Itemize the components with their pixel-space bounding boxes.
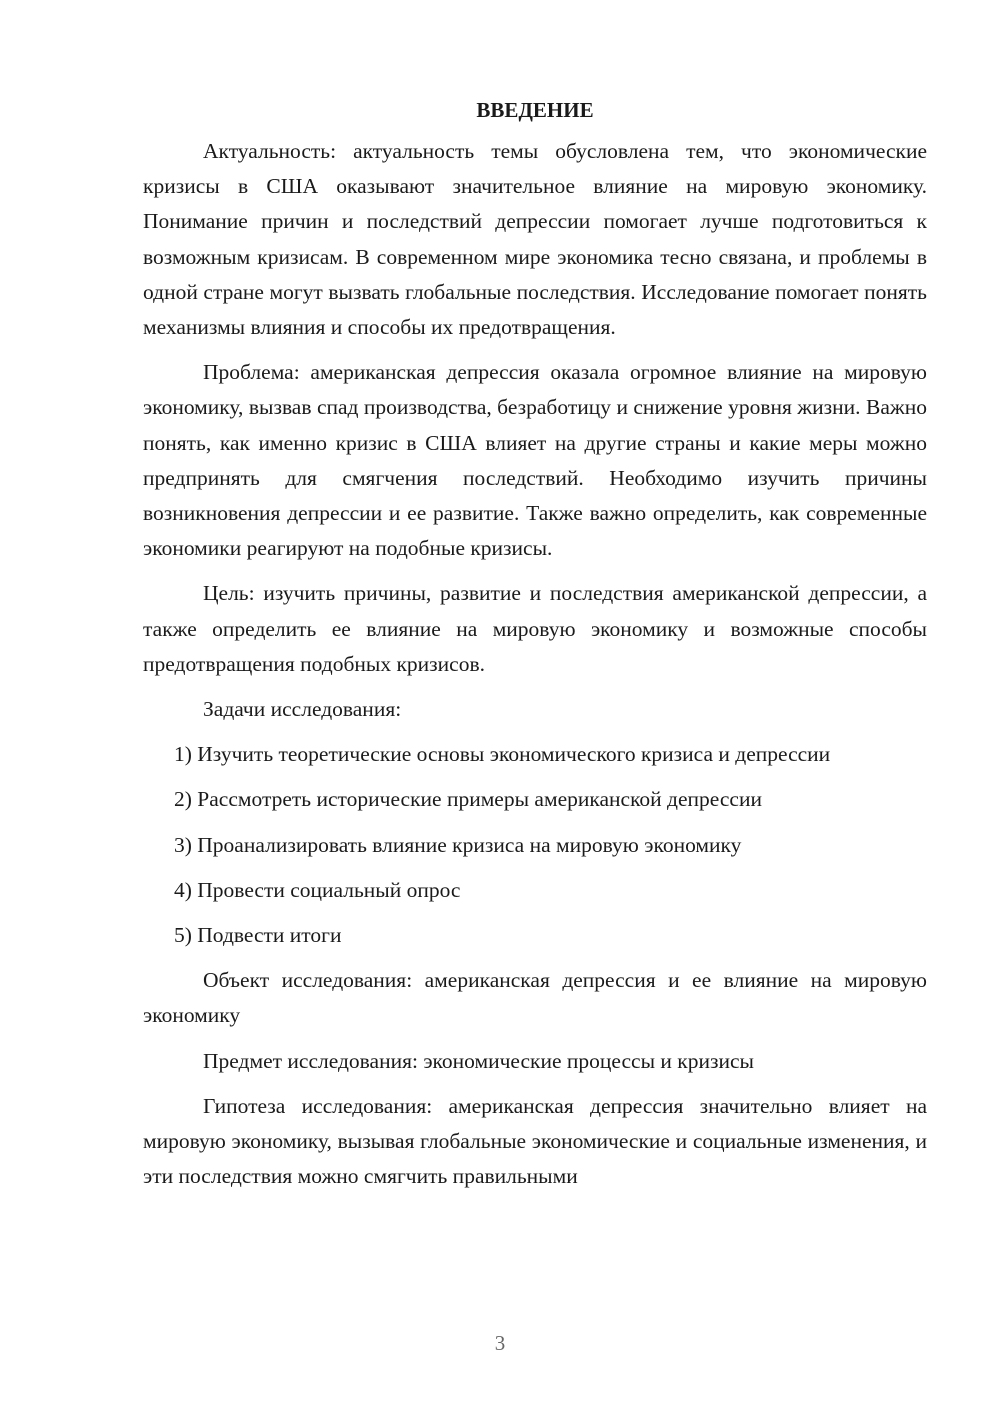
task-item: 4) Провести социальный опрос — [174, 877, 461, 902]
task-item: 5) Подвести итоги — [174, 923, 342, 948]
paragraph-relevance: Актуальность: актуальность темы обусловлена тем, что экономические кризисы в США оказывают значительное влияние на мировую экономику. Понимание причин и последствий депрессии помогает лучше подготовиться к возможным кризисам. В современном мире экономика тесно связана, и проблемы в одной стране могут вызвать глобальные последствия. Исследование помогает понять механизмы влияния и способы их предотвращения. — [143, 139, 927, 340]
paragraph-goal: Цель: изучить причины, развитие и последствия американской депрессии, а также определить ее влияние на мировую экономику и возможные способы предотвращения подобных кризисов. — [143, 581, 927, 676]
task-item: 3) Проанализировать влияние кризиса на мировую экономику — [174, 832, 742, 857]
paragraph-tasks-heading: Задачи исследования: — [203, 697, 402, 722]
page-number: 3 — [494, 1331, 506, 1355]
paragraph-problem: Проблема: американская депрессия оказала огромное влияние на мировую экономику, вызвав спад производства, безработицу и снижение уровня жизни. Важно понять, как именно кризис в США влияет на другие страны и какие меры можно предпринять для смягчения последствий. Необходимо изучить причины возникновения депрессии и ее развитие. Также важно определить, как современные экономики реагируют на подобные кризисы. — [143, 360, 927, 561]
section-title: ВВЕДЕНИЕ — [476, 98, 594, 122]
page-content — [143, 92, 927, 1194]
task-item: 1) Изучить теоретические основы экономического кризиса и депрессии — [174, 742, 831, 767]
paragraph-object: Объект исследования: американская депрессия и ее влияние на мировую экономику — [143, 968, 927, 1028]
task-item: 2) Рассмотреть исторические примеры американской депрессии — [174, 787, 762, 812]
paragraph-subject: Предмет исследования: экономические процессы и кризисы — [203, 1048, 754, 1073]
paragraph-hypothesis: Гипотеза исследования: американская депрессия значительно влияет на мировую экономику, вызывая глобальные экономические и социальные изменения, и эти последствия можно смягчить правильными — [143, 1093, 927, 1189]
